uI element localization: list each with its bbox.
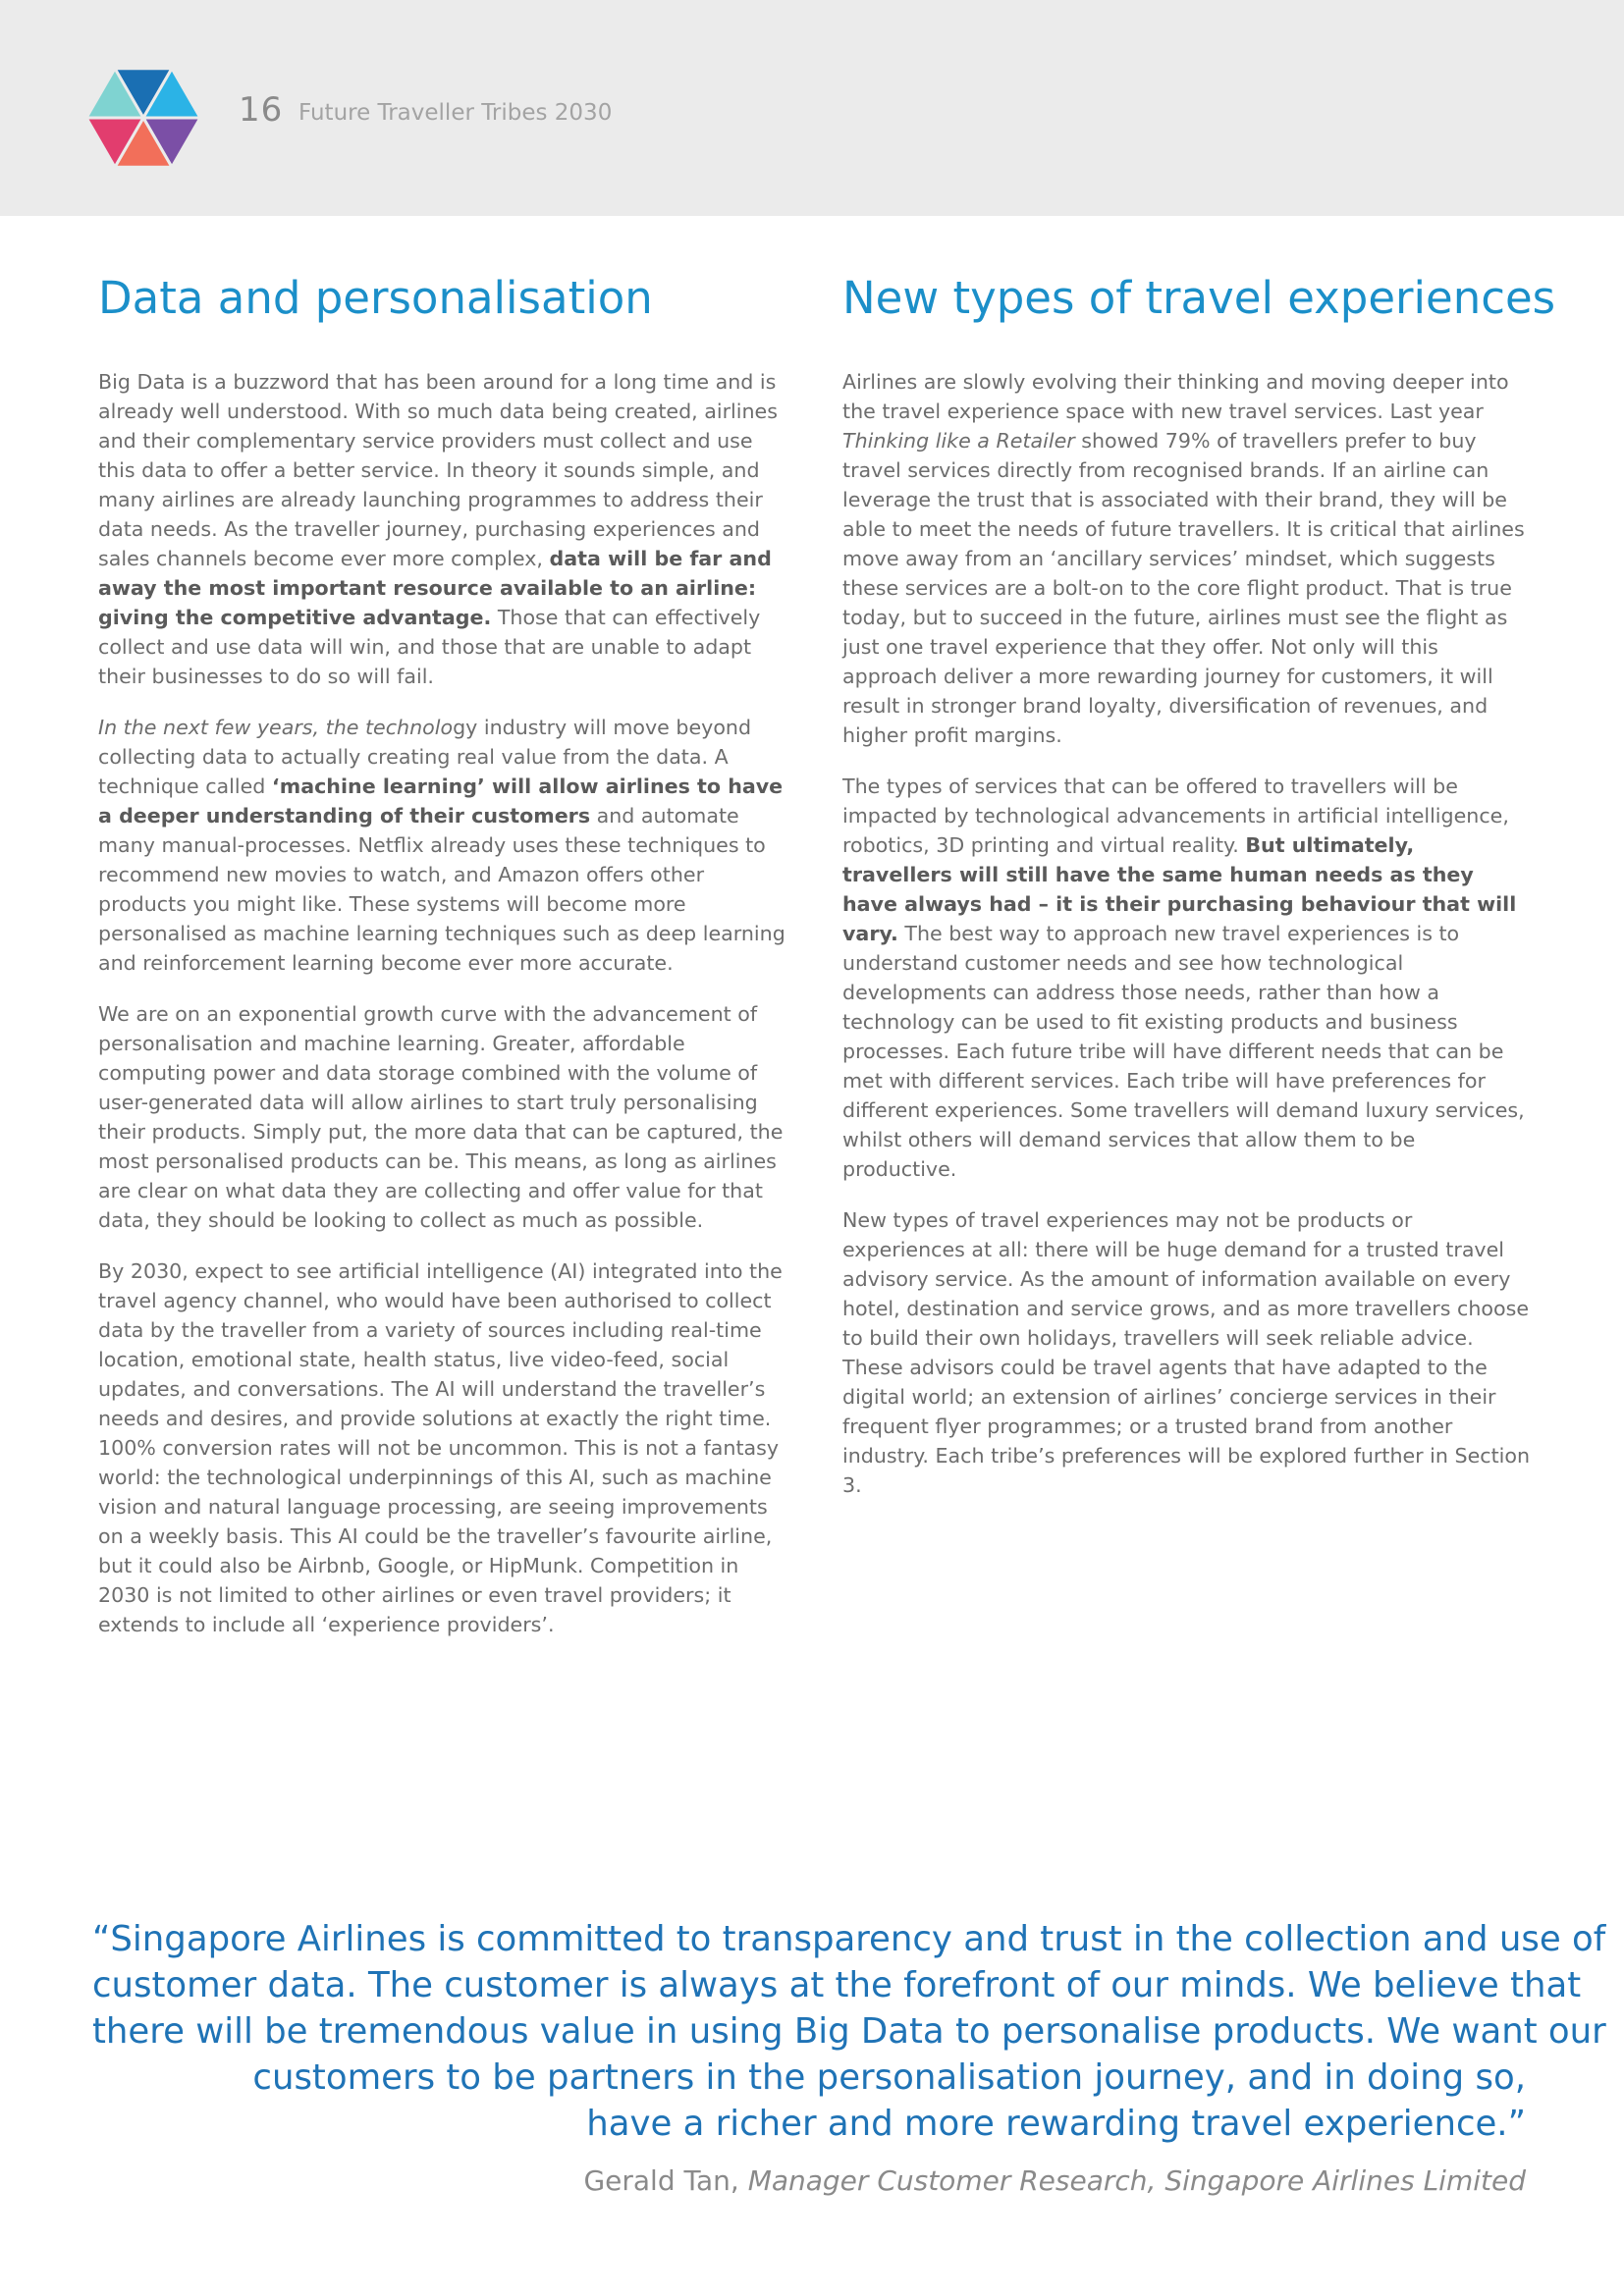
italic-text: Thinking like a Retailer — [842, 429, 1075, 453]
italic-text: In the next few years, the technolo — [98, 716, 454, 739]
pull-quote — [92, 1916, 1606, 2147]
running-title: Future Traveller Tribes 2030 — [298, 100, 613, 126]
text-run: Those that can effectively collect and use data will win, and those that are unable to adapt their businesses to do so will fail. — [98, 606, 761, 688]
section-heading-data-personalisation: Data and personalisation — [98, 272, 653, 324]
bold-text: ‘machine learning’ will allow airlines to have a deeper understanding of their customers — [98, 774, 784, 828]
section-heading-new-travel-experiences: New types of travel experiences — [842, 272, 1556, 324]
attribution-name: Gerald Tan, — [583, 2164, 739, 2197]
text-run: gy industry will move beyond collecting data to actually creating real value from the data. A technique called — [98, 716, 752, 798]
paragraph: We are on an exponential growth curve with the advancement of personalisation and machine learning. Greater, affordable computing power and data storage combined with the volume of user-generated data will allow airlines to start truly personalising their products. Simply put, the more data that can be captured, the most personalised products can be. This means, as long as airlines are clear on what data they are collecting and offer value for that data, they should be looking to collect as much as possible. — [98, 1002, 784, 1232]
quote-line: customers to be partners in the personalisation journey, and in doing so, — [252, 2057, 1526, 2098]
text-run: The types of services that can be offered to travellers will be impacted by technological advancements in artificial intelligence, robotics, 3D printing and virtual reality. — [842, 774, 1509, 857]
quote-attribution — [583, 2164, 1526, 2197]
bold-text: data will be far and away the most important resource available to an airline: giving the competitive advantage. — [98, 547, 772, 629]
text-run: Airlines are slowly evolving their thinking and moving deeper into the travel experience space with new travel services. Last year — [842, 370, 1509, 423]
quote-line: have a richer and more rewarding travel experience.” — [586, 2104, 1526, 2144]
right-column — [842, 267, 1556, 1522]
text-run: and automate many manual-processes. Netflix already uses these techniques to recommend new movies to watch, and Amazon offers other products you might like. These systems will become more personalised as machine learning techniques such as deep learning and reinforcement learning become ever more accurate. — [98, 804, 785, 975]
paragraph — [842, 367, 1530, 750]
text-run: Big Data is a buzzword that has been around for a long time and is already well understood. With so much data being created, airlines and their complementary service providers must collect and use this data to offer a better service. In theory it sounds simple, and many airlines are already launching programmes to address their data needs. As the traveller journey, purchasing experiences and sales channels become ever more complex, — [98, 370, 778, 570]
paragraph: New types of travel experiences may not be products or experiences at all: there will be huge demand for a trusted travel advisory service. As the amount of information available on every hotel, destination and service grows, and as more travellers choose to build their own holidays, travellers will seek reliable advice. These advisors could be travel agents that have adapted to the digital world; an extension of airlines’ concierge services in their frequent flyer programmes; or a trusted brand from another industry. Each tribe’s preferences will be explored further in Section 3. — [842, 1208, 1531, 1497]
text-run: showed 79% of travellers prefer to buy travel services directly from recognised brands. If an airline can leverage the trust that is associated with their brand, they will be able to meet the needs of future travellers. It is critical that airlines move away from an ‘ancillary services’ mindset, which suggests these services are a bolt-on to the core flight product. That is true today, but to succeed in the future, airlines must see the flight as just one travel experience that they offer. Not only will this approach deliver a more rewarding journey for customers, it will result in stronger brand loyalty, diversification of revenues, and higher profit margins. — [842, 429, 1525, 747]
attribution-role: Manager Customer Research, Singapore Airlines Limited — [747, 2164, 1526, 2197]
quote-line: customer data. The customer is always at the forefront of our minds. We believe that — [92, 1965, 1582, 2005]
left-column — [98, 267, 785, 1661]
paragraph: By 2030, expect to see artificial intelligence (AI) integrated into the travel agency channel, who would have been authorised to collect data by the traveller from a variety of sources including real-time location, emotional state, health status, live video-feed, social updates, and conversations. The AI will understand the traveller’s needs and desires, and provide solutions at exactly the right time. 100% conversion rates will not be uncommon. This is not a fantasy world: the technological underpinnings of this AI, such as machine vision and natural language processing, are seeing improvements on a weekly basis. This AI could be the traveller’s favourite airline, but it could also be Airbnb, Google, or HipMunk. Competition in 2030 is not limited to other airlines or even travel providers; it extends to include all ‘experience providers’. — [98, 1259, 783, 1636]
paragraph — [842, 772, 1530, 1184]
hexagon-segments-logo-icon — [86, 57, 200, 179]
quote-line: there will be tremendous value in using Big Data to personalise products. We want our — [92, 2011, 1606, 2052]
quote-line: “Singapore Airlines is committed to transparency and trust in the collection and use of — [92, 1919, 1606, 1959]
page-number: 16 — [239, 90, 284, 130]
text-run: The best way to approach new travel experiences is to understand customer needs and see how technological developments can address those needs, rather than how a technology can be used to fit existing products and business processes. Each future tribe will have different needs that can be met with different services. Each tribe will have preferences for different experiences. Some travellers will demand luxury services, whilst others will demand services that allow them to be productive. — [842, 922, 1525, 1181]
bold-text: But ultimately, travellers will still have the same human needs as they have always had – it is their purchasing behaviour that will vary. — [842, 833, 1517, 945]
paragraph — [98, 367, 785, 691]
paragraph — [98, 713, 785, 978]
